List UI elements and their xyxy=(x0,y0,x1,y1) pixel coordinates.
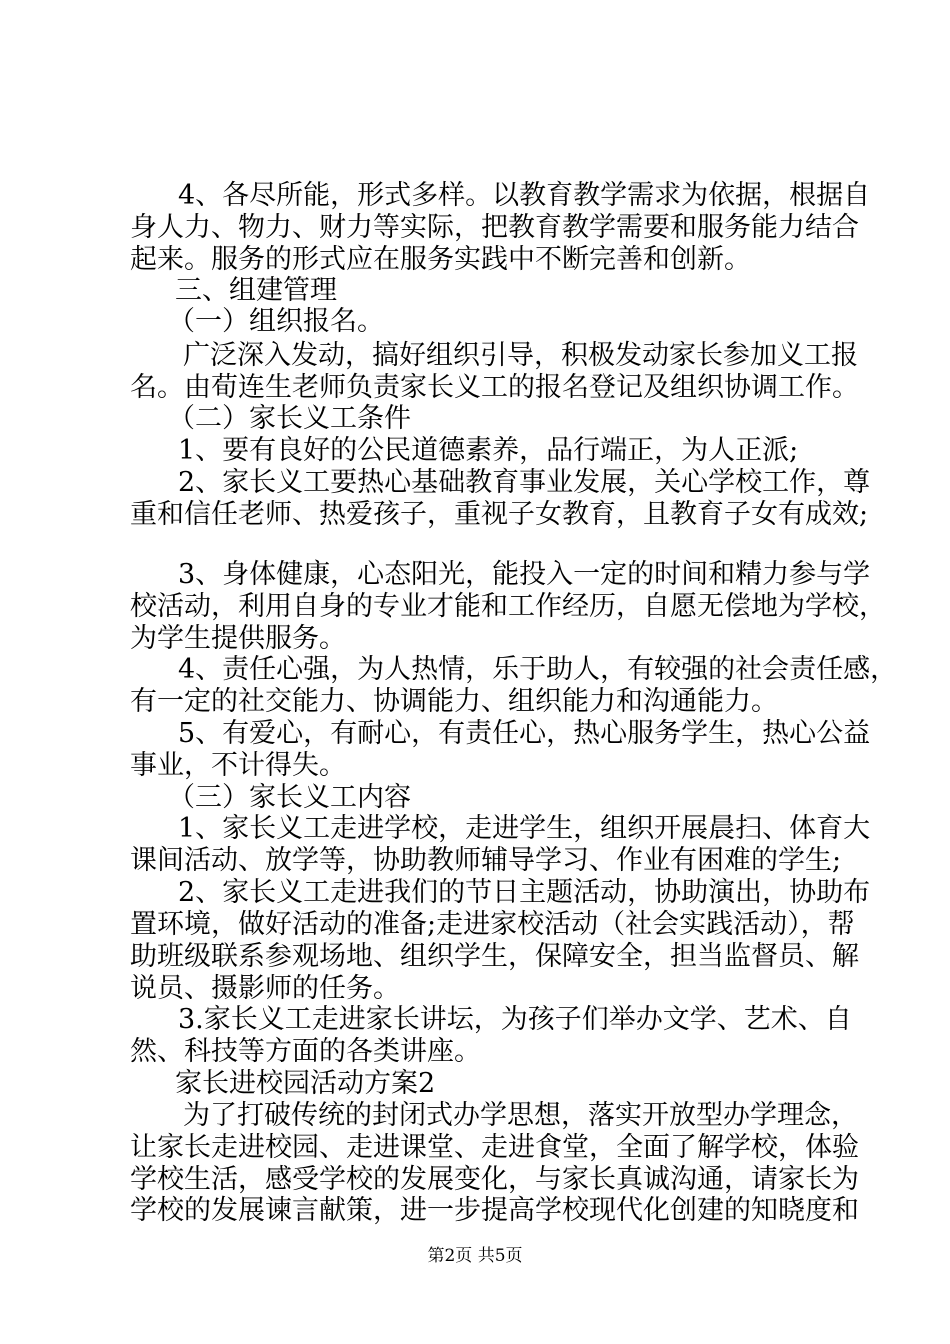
text-line: 事业，不计得失。 xyxy=(130,750,346,781)
text-line: 起来。服务的形式应在服务实践中不断完善和创新。 xyxy=(130,244,751,275)
subsection-heading: （三）家长义工内容 xyxy=(168,782,411,813)
text-line: 4、责任心强，为人热情，乐于助人，有较强的社会责任感， xyxy=(178,654,898,685)
text-line: 4、各尽所能，形式多样。以教育教学需求为依据，根据自 xyxy=(178,180,871,211)
text-line: 广泛深入发动，搞好组织引导，积极发动家长参加义工报 xyxy=(183,340,858,371)
subsection-heading: （二）家长义工条件 xyxy=(168,403,411,434)
text-line: 1、要有良好的公民道德素养，品行端正，为人正派; xyxy=(178,435,799,466)
text-line: 2、家长义工要热心基础教育事业发展，关心学校工作，尊 xyxy=(178,467,871,498)
text-line: 1、家长义工走进学校，走进学生，组织开展晨扫、体育大 xyxy=(178,813,871,844)
text-line: 为学生提供服务。 xyxy=(130,623,346,654)
section-heading: 三、组建管理 xyxy=(175,275,337,306)
text-line: 说员、摄影师的任务。 xyxy=(130,973,400,1004)
text-line: 3、身体健康，心态阳光，能投入一定的时间和精力参与学 xyxy=(178,559,871,590)
text-line: 重和信任老师、热爱孩子，重视子女教育，且教育子女有成效; xyxy=(130,499,869,530)
subsection-heading: （一）组织报名。 xyxy=(168,306,384,337)
page-number: 第2页 共5页 xyxy=(427,1246,523,1266)
text-line: 置环境，做好活动的准备;走进家校活动（社会实践活动），帮 xyxy=(130,909,855,940)
text-line: 有一定的社交能力、协调能力、组织能力和沟通能力。 xyxy=(130,686,778,717)
text-line: 2、家长义工走进我们的节日主题活动，协助演出，协助布 xyxy=(178,877,871,908)
text-line: 身人力、物力、财力等实际，把教育教学需要和服务能力结合 xyxy=(130,212,859,243)
text-line: 校活动，利用自身的专业才能和工作经历，自愿无偿地为学校， xyxy=(130,591,886,622)
text-line: 为了打破传统的封闭式办学思想，落实开放型办学理念， xyxy=(183,1100,858,1131)
text-line: 学校生活，感受学校的发展变化，与家长真诚沟通，请家长为 xyxy=(130,1164,859,1195)
text-line: 助班级联系参观场地、组织学生，保障安全，担当监督员、解 xyxy=(130,941,859,972)
text-line: 名。由荀连生老师负责家长义工的报名登记及组织协调工作。 xyxy=(130,372,859,403)
text-line: 让家长走进校园、走进课堂、走进食堂，全面了解学校，体验 xyxy=(130,1132,859,1163)
text-line: 3.家长义工走进家长讲坛，为孩子们举办文学、艺术、自 xyxy=(178,1004,852,1035)
text-line: 学校的发展谏言献策，进一步提高学校现代化创建的知晓度和 xyxy=(130,1195,859,1226)
section-heading: 家长进校园活动方案2 xyxy=(175,1068,436,1099)
text-line: 然、科技等方面的各类讲座。 xyxy=(130,1036,481,1067)
text-line: 课间活动、放学等，协助教师辅导学习、作业有困难的学生; xyxy=(130,845,842,876)
text-line: 5、有爱心，有耐心，有责任心，热心服务学生，热心公益 xyxy=(178,718,871,749)
